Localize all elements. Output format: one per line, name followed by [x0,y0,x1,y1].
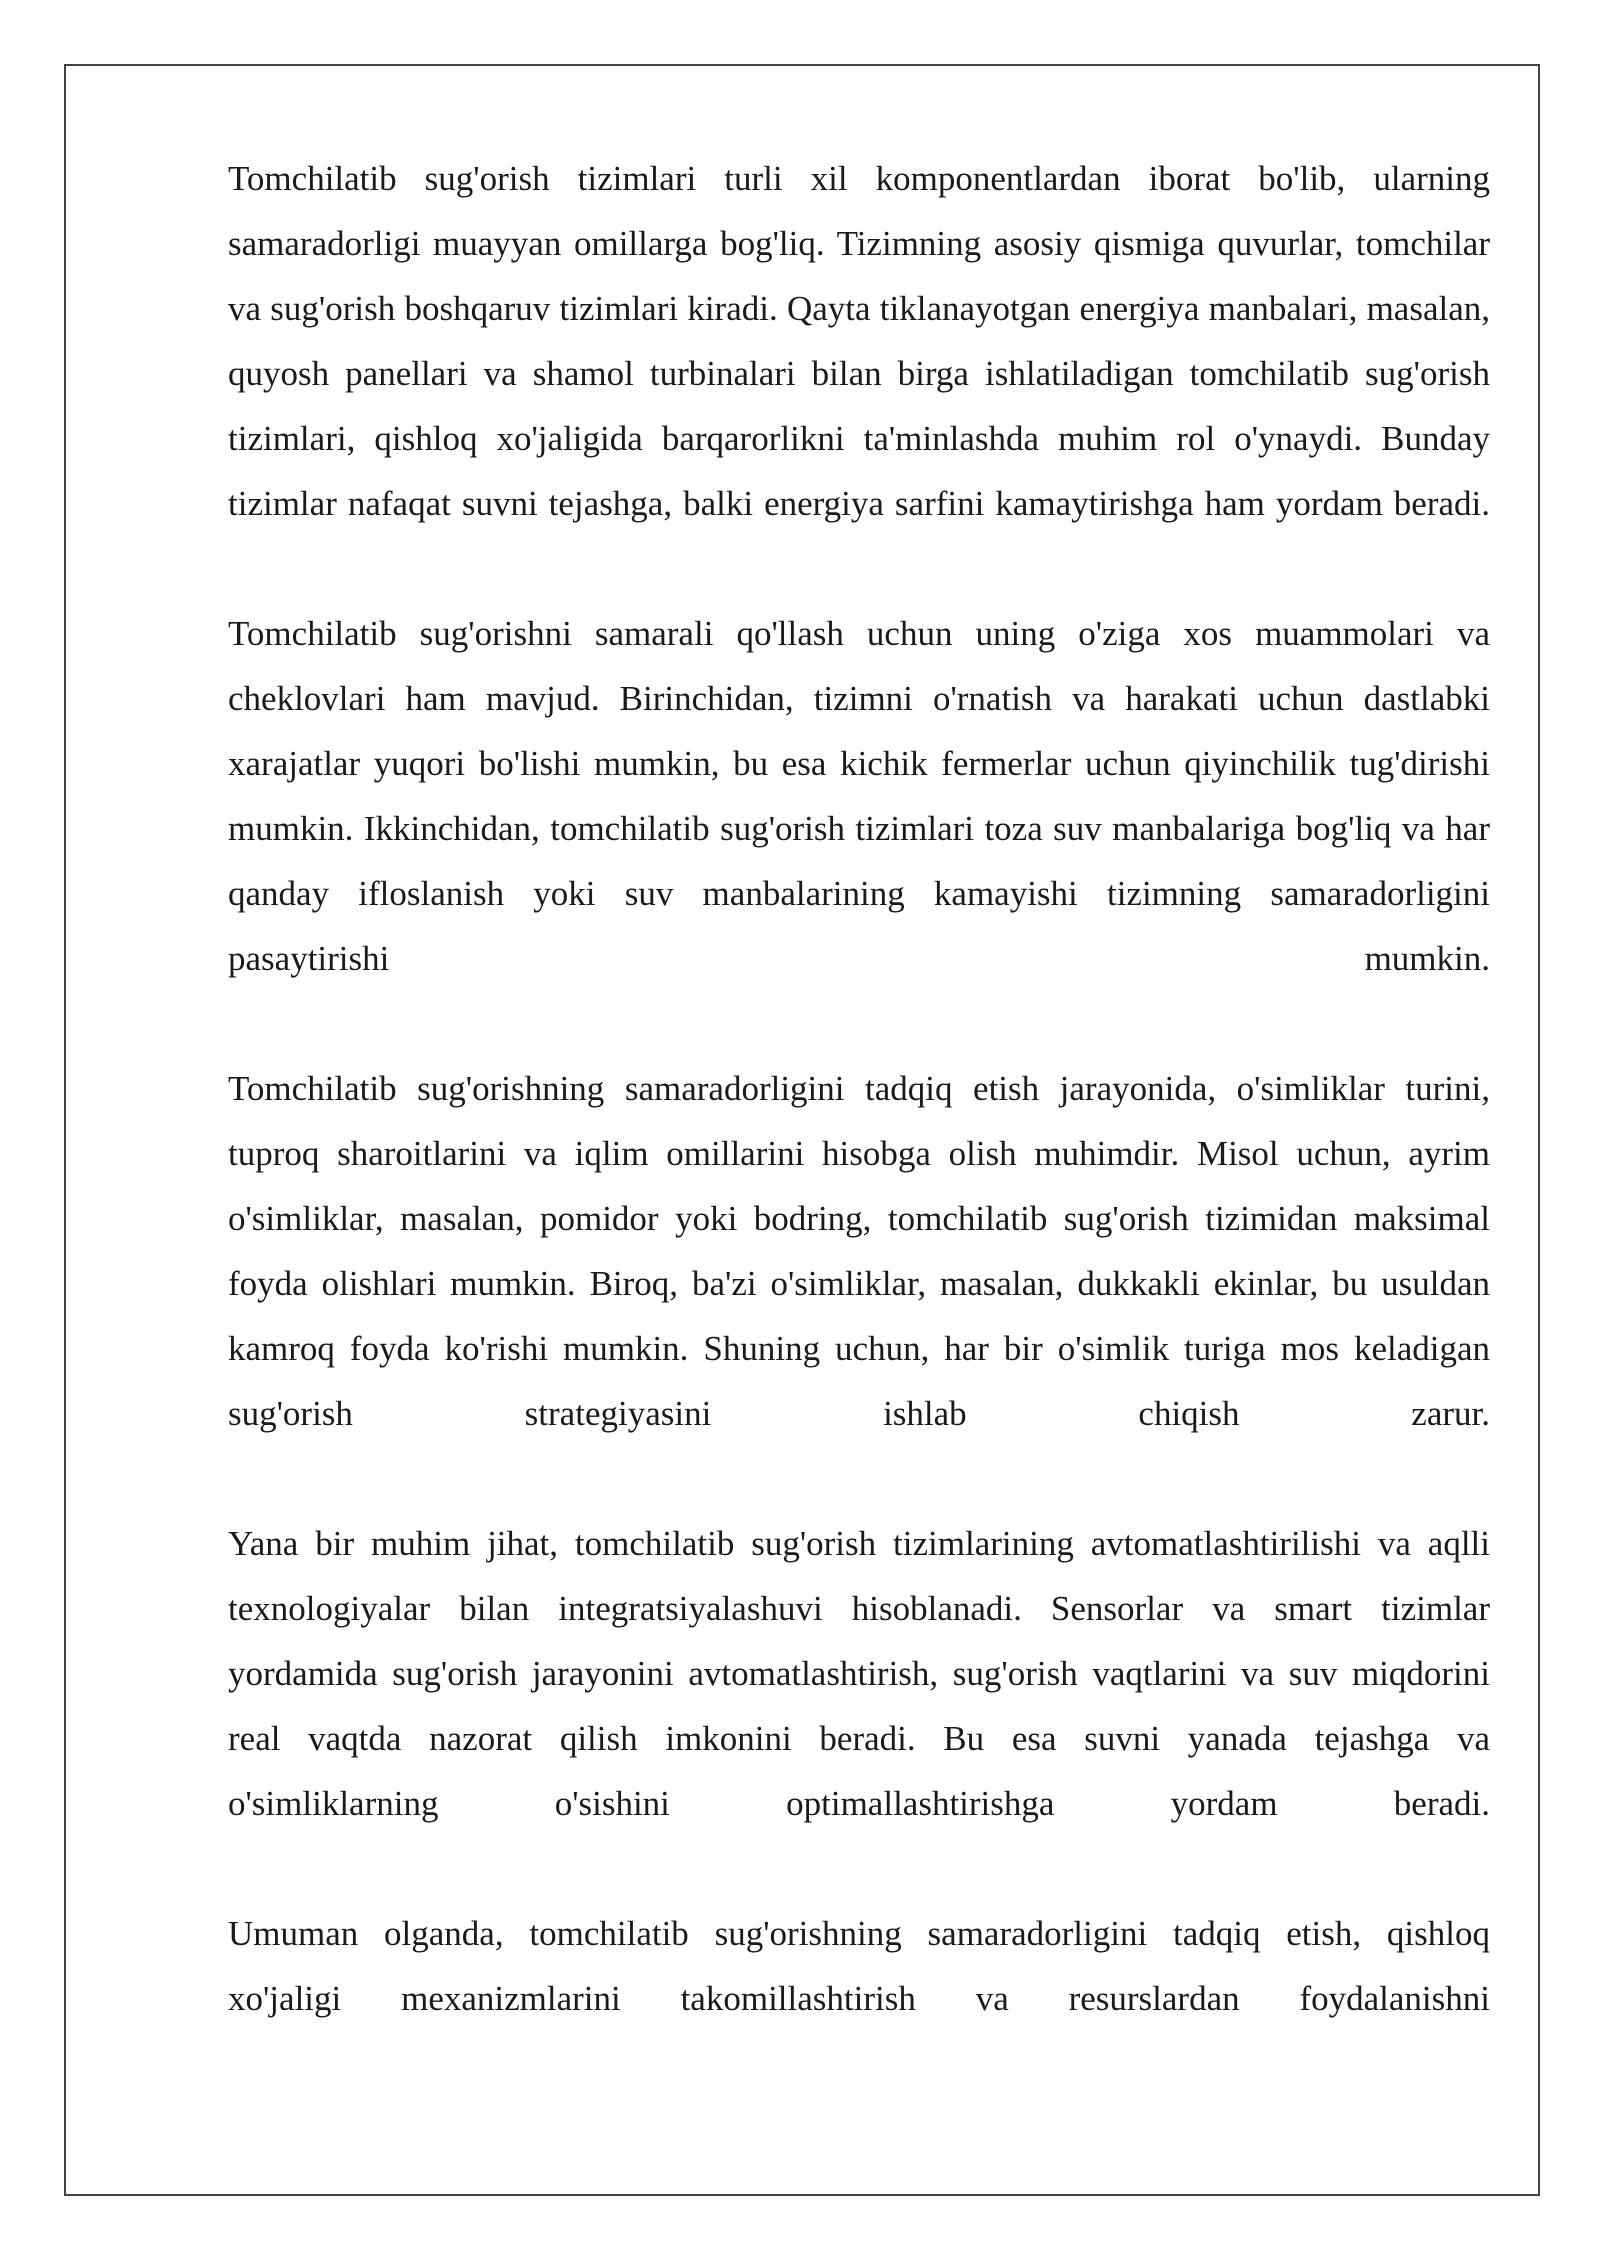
paragraph-5: Umuman olganda, tomchilatib sug'orishning samaradorligini tadqiq etish, qishloq xo'jaligi mexanizmlarini takomillashtirish va resurslardan foydalanishni [228,1914,1490,2018]
paragraph-1: Tomchilatib sug'orish tizimlari turli xil komponentlardan iborat bo'lib, ularning samaradorligi muayyan omillarga bog'liq. Tizimning asosiy qismiga quvurlar, tomchilar va sug'orish boshqaruv tizimlari kiradi. Qayta tiklanayotgan energiya manbalari, masalan, quyosh panellari va shamol turbinalari bilan birga ishlatiladigan tomchilatib sug'orish tizimlari, qishloq xo'jaligida barqarorlikni ta'minlashda muhim rol o'ynaydi. Bunday tizimlar nafaqat suvni tejashga, balki energiya sarfini kamaytirishga ham yordam beradi. [228,159,1490,523]
paragraph-4: Yana bir muhim jihat, tomchilatib sug'orish tizimlarining avtomatlashtirilishi va aqlli texnologiyalar bilan integratsiyalashuvi hisoblanadi. Sensorlar va smart tizimlar yordamida sug'orish jarayonini avtomatlashtirish, sug'orish vaqtlarini va suv miqdorini real vaqtda nazorat qilish imkonini beradi. Bu esa suvni yanada tejashga va o'simliklarning o'sishini optimallashtirishga yordam beradi. [228,1524,1490,1823]
document-body [228,146,1490,2031]
paragraph-3: Tomchilatib sug'orishning samaradorligini tadqiq etish jarayonida, o'simliklar turini, tuproq sharoitlarini va iqlim omillarini hisobga olish muhimdir. Misol uchun, ayrim o'simliklar, masalan, pomidor yoki bodring, tomchilatib sug'orish tizimidan maksimal foyda olishlari mumkin. Biroq, ba'zi o'simliklar, masalan, dukkakli ekinlar, bu usuldan kamroq foyda ko'rishi mumkin. Shuning uchun, har bir o'simlik turiga mos keladigan sug'orish strategiyasini ishlab chiqish zarur. [228,1069,1490,1433]
paragraph-2: Tomchilatib sug'orishni samarali qo'llash uchun uning o'ziga xos muammolari va cheklovlari ham mavjud. Birinchidan, tizimni o'rnatish va harakati uchun dastlabki xarajatlar yuqori bo'lishi mumkin, bu esa kichik fermerlar uchun qiyinchilik tug'dirishi mumkin. Ikkinchidan, tomchilatib sug'orish tizimlari toza suv manbalariga bog'liq va har qanday ifloslanish yoki suv manbalarining kamayishi tizimning samaradorligini pasaytirishi mumkin. [228,614,1490,978]
